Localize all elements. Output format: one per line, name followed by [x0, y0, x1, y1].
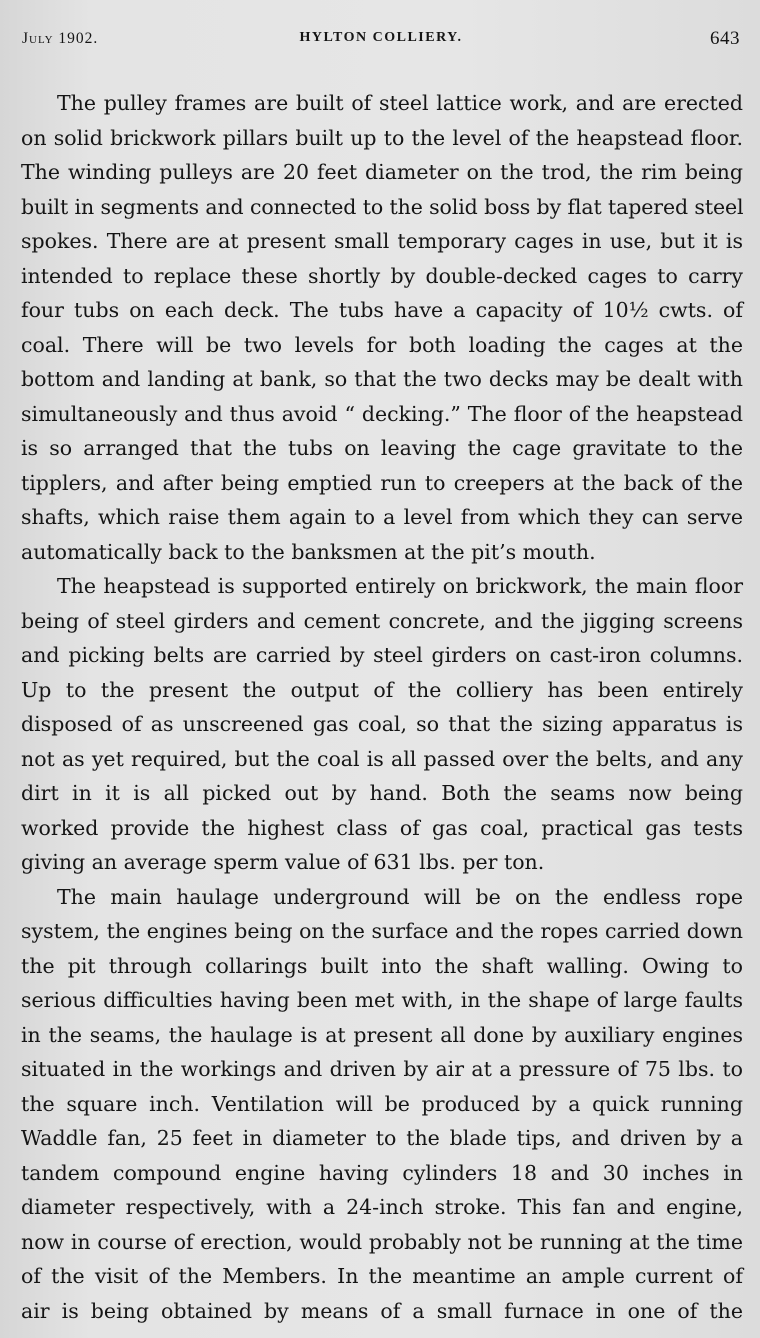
- text-line: built in segments and connected to the solid boss by flat tapered steel: [21, 194, 744, 219]
- text-line: tandem compound engine having cylinders 18 and 30 inches in: [21, 1160, 743, 1185]
- text-line: simultaneously and thus avoid “ decking.” The floor of the heapstead: [21, 401, 743, 426]
- text-line: in the seams, the haulage is at present all done by auxiliary engines: [21, 1022, 743, 1047]
- text-line: coal. There will be two levels for both loading the cages at the: [21, 332, 743, 357]
- text-line: not as yet required, but the coal is all passed over the belts, and any: [21, 746, 743, 771]
- text-line: now in course of erection, would probably not be running at the time: [21, 1229, 743, 1254]
- text-line: disposed of as unscreened gas coal, so that the sizing apparatus is: [21, 712, 743, 736]
- text-line: The winding pulleys are 20 feet diameter on the trod, the rim being: [21, 160, 743, 184]
- paragraph-1: [21, 86, 743, 569]
- body-text: [21, 86, 743, 1328]
- text-line: bottom and landing at bank, so that the two decks may be dealt with: [21, 367, 743, 391]
- paragraph-3: [21, 880, 743, 1329]
- text-line: the square inch. Ventilation will be produced by a quick running: [21, 1091, 743, 1116]
- header-date: July 1902.: [22, 30, 99, 47]
- running-head: [22, 28, 740, 52]
- text-line: The heapstead is supported entirely on brickwork, the main floor: [57, 574, 743, 598]
- paragraph-2: [21, 569, 743, 880]
- text-line: shafts, which raise them again to a level from which they can serve: [21, 505, 743, 529]
- text-line: of the visit of the Members. In the meantime an ample current of: [21, 1264, 743, 1288]
- text-line: and picking belts are carried by steel girders on cast-iron columns.: [21, 643, 743, 667]
- text-line: spokes. There are at present small temporary cages in use, but it is: [21, 229, 743, 253]
- text-line: is so arranged that the tubs on leaving the cage gravitate to the: [21, 436, 743, 460]
- text-line: system, the engines being on the surface and the ropes carried down: [21, 919, 743, 943]
- text-line: intended to replace these shortly by double-decked cages to carry: [21, 263, 743, 288]
- text-line: the pit through collarings built into the shaft walling. Owing to: [21, 953, 743, 978]
- text-line: on solid brickwork pillars built up to the level of the heapstead floor.: [21, 125, 743, 150]
- text-line: Up to the present the output of the colliery has been entirely: [21, 677, 743, 702]
- text-line: diameter respectively, with a 24-inch stroke. This fan and engine,: [21, 1195, 743, 1219]
- text-line: The main haulage underground will be on the endless rope: [57, 884, 743, 909]
- header-title: HYLTON COLLIERY.: [299, 30, 463, 45]
- text-line: tipplers, and after being emptied run to creepers at the back of the: [21, 470, 743, 495]
- text-line: Waddle fan, 25 feet in diameter to the blade tips, and driven by a: [21, 1126, 743, 1150]
- text-line: four tubs on each deck. The tubs have a capacity of 10½ cwts. of: [21, 298, 743, 322]
- text-line: worked provide the highest class of gas coal, practical gas tests: [21, 815, 743, 840]
- text-line: The pulley frames are built of steel lattice work, and are erected: [57, 91, 743, 115]
- text-line: giving an average sperm value of 631 lbs. per ton.: [21, 850, 545, 874]
- text-line: air is being obtained by means of a small furnace in one of the: [21, 1298, 743, 1323]
- text-line: automatically back to the banksmen at the pit’s mouth.: [21, 539, 596, 564]
- text-line: being of steel girders and cement concrete, and the jigging screens: [21, 608, 743, 633]
- text-line: serious difficulties having been met with, in the shape of large faults: [21, 988, 743, 1012]
- text-line: situated in the workings and driven by air at a pressure of 75 lbs. to: [21, 1057, 743, 1081]
- page-number: 643: [710, 28, 740, 49]
- text-line: dirt in it is all picked out by hand. Both the seams now being: [21, 781, 743, 805]
